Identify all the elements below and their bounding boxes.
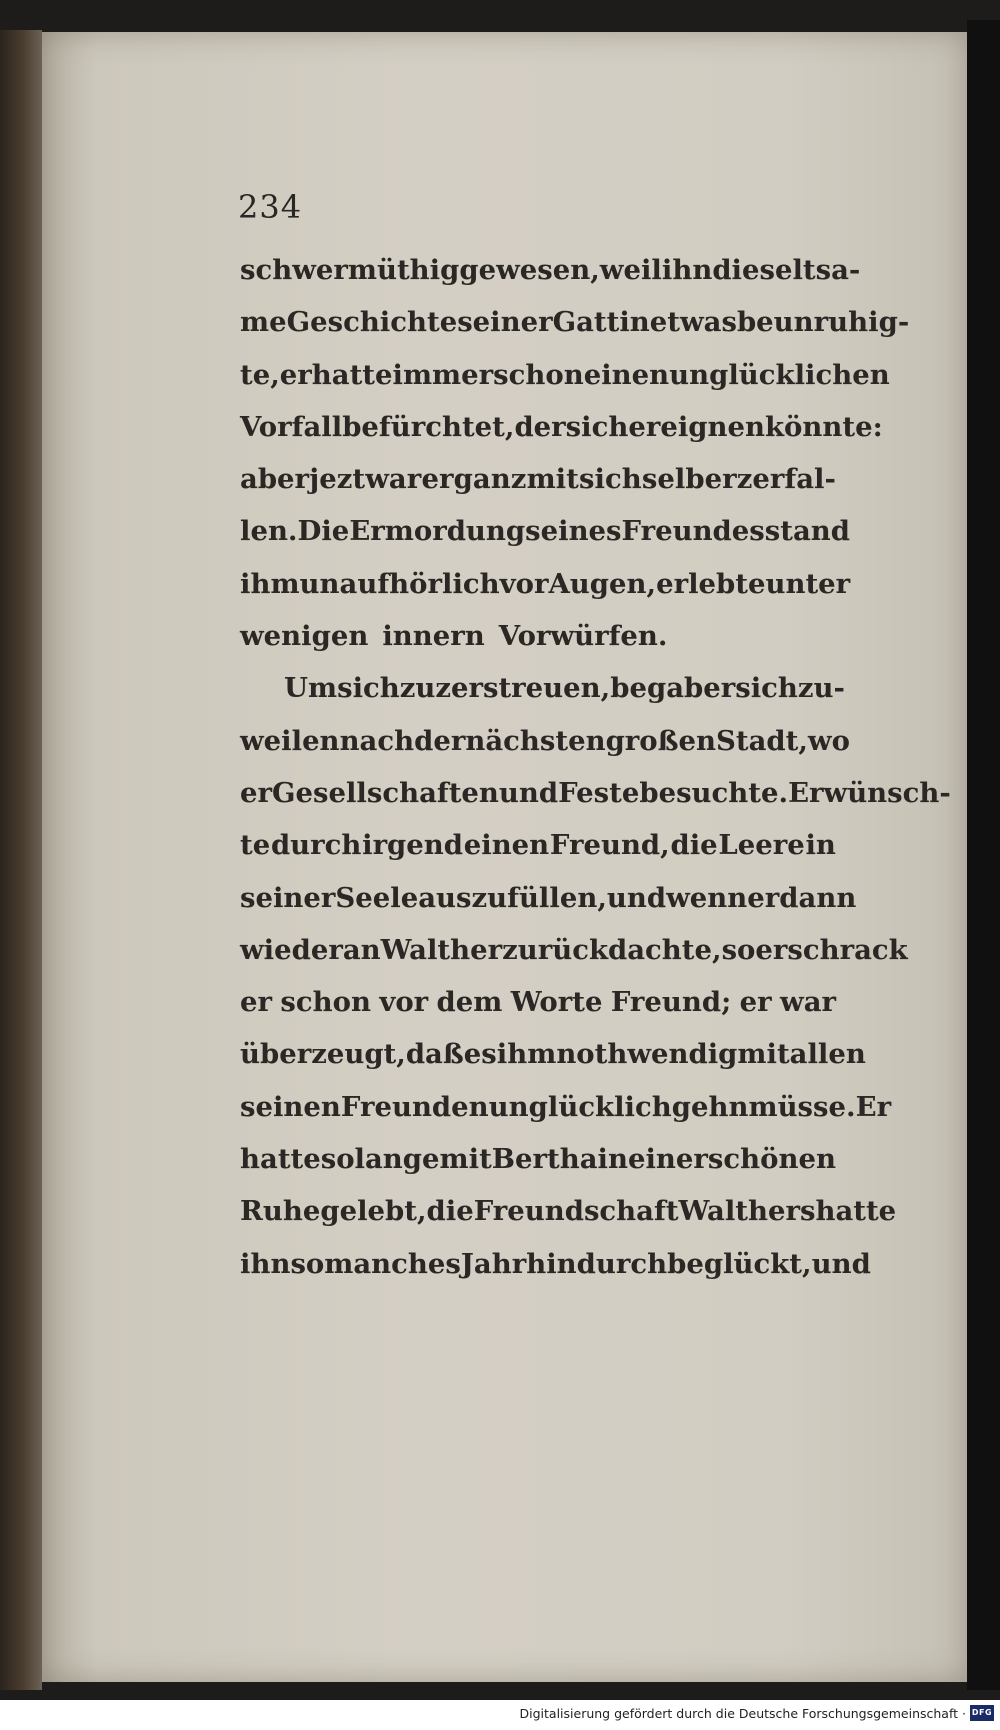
text-line [240, 662, 845, 714]
word: besuchte. [639, 776, 789, 809]
text-line [240, 767, 951, 819]
word: irgend [362, 829, 464, 862]
word: Freund, [549, 829, 670, 862]
word: ihn [240, 1247, 291, 1280]
word: nach [339, 724, 415, 757]
word: Um [284, 672, 338, 705]
text-line [240, 296, 910, 348]
word: wenigen [240, 620, 369, 653]
word: seinen [240, 1090, 341, 1123]
word: hatte [240, 1143, 321, 1176]
text-line [240, 1238, 871, 1290]
word: weilen [240, 724, 340, 757]
word: zerfal- [736, 463, 836, 496]
word: er [421, 463, 454, 496]
word: Feste [558, 776, 640, 809]
word: so [320, 1143, 355, 1176]
word: Freund; [610, 986, 732, 1019]
word: allen [789, 1038, 866, 1071]
word: der [514, 410, 566, 443]
text-line [240, 1133, 836, 1185]
word: unter [765, 567, 851, 600]
word: erschrack [755, 933, 908, 966]
word: Bertha [491, 1143, 598, 1176]
word: er [747, 881, 780, 914]
word: großen [605, 724, 717, 757]
word: er [240, 986, 272, 1019]
word: len. [240, 515, 298, 548]
word: ihm [240, 567, 300, 600]
word: Seele [335, 881, 419, 914]
word: zurückdachte, [502, 933, 722, 966]
word: mit [439, 1143, 492, 1176]
text-line [240, 558, 851, 610]
word: mit [526, 463, 579, 496]
page-number: 234 [238, 188, 303, 226]
word: durch [270, 829, 362, 862]
text-line [240, 453, 836, 505]
text-line [240, 1028, 866, 1080]
word: der [414, 724, 466, 757]
word: schon [493, 358, 584, 391]
word: einer [627, 1143, 708, 1176]
word: wieder [240, 933, 343, 966]
footer-credit: Digitalisierung gefördert durch die Deutsche Forschungsgemeinschaft · [519, 1706, 966, 1721]
word: ihm [496, 1038, 557, 1071]
word: etwas [649, 306, 737, 339]
word: Geschichte [286, 306, 458, 339]
page-edge-shadow [967, 20, 1000, 1690]
word: einen [583, 358, 670, 391]
word: hatte [815, 1195, 897, 1228]
word: schönen [707, 1143, 836, 1176]
word: Walther [380, 933, 503, 966]
word: war [780, 986, 836, 1019]
dfg-logo: DFG [970, 1705, 994, 1721]
word: Worte [510, 986, 603, 1019]
text-line [240, 872, 857, 924]
word: er [739, 986, 772, 1019]
word: lebte [688, 567, 766, 600]
word: an [342, 933, 381, 966]
word: vor [379, 986, 429, 1019]
word: und [811, 1247, 871, 1280]
word: Vorfall [240, 410, 343, 443]
word: dem [436, 986, 503, 1019]
word: könnte: [764, 410, 883, 443]
text-line [240, 401, 883, 453]
word: seines [525, 515, 622, 548]
word: beglückt, [667, 1247, 812, 1280]
word: hindurch [526, 1247, 668, 1280]
word: müsse. [748, 1090, 856, 1123]
word: zu [399, 672, 436, 705]
word: ganz [453, 463, 527, 496]
word: gehn [671, 1090, 749, 1123]
word: wenn [666, 881, 748, 914]
word: dann [779, 881, 857, 914]
word: Vorwürfen. [498, 620, 668, 653]
word: schon [280, 986, 371, 1019]
text-line [240, 819, 836, 871]
word: die [426, 1195, 474, 1228]
word: zerstreuen, [435, 672, 611, 705]
word: vor [499, 567, 549, 600]
word: und [498, 776, 559, 809]
word: zu- [797, 672, 845, 705]
word: so [290, 1247, 325, 1280]
word: beunruhig- [736, 306, 910, 339]
word: in [597, 1143, 628, 1176]
book-spine [0, 30, 42, 1690]
word: gewesen, [459, 254, 600, 286]
word: Freunden [340, 1090, 489, 1123]
word: sich [565, 410, 629, 443]
word: me [240, 306, 287, 339]
word: befürchtet, [342, 410, 515, 443]
word: begab [610, 672, 704, 705]
text-line [240, 244, 861, 296]
word: unglücklich [488, 1090, 672, 1123]
word: ereignen [628, 410, 765, 443]
word: seiner [240, 881, 336, 914]
word: immer [392, 358, 494, 391]
word: er [703, 672, 736, 705]
word: die [712, 254, 760, 286]
word: selber [641, 463, 737, 496]
word: Die [297, 515, 350, 548]
word: jezt [309, 463, 366, 496]
text-line [240, 1081, 892, 1133]
word: Gesellschaften [272, 776, 499, 809]
word: sich [735, 672, 798, 705]
word: Augen, [548, 567, 657, 600]
word: auszufüllen, [418, 881, 607, 914]
text-line [240, 1185, 897, 1237]
word: unglücklichen [669, 358, 890, 391]
word: die [670, 829, 718, 862]
word: aber [240, 463, 310, 496]
word: Stadt, [716, 724, 808, 757]
text-line [240, 924, 908, 976]
word: lange [354, 1143, 440, 1176]
word: daß [405, 1038, 464, 1071]
word: Jahr [460, 1247, 527, 1280]
word: nothwendig [556, 1038, 738, 1071]
word: schwermüthig [240, 254, 460, 286]
word: sich [337, 672, 400, 705]
word: te [240, 829, 271, 862]
word: unaufhörlich [299, 567, 500, 600]
word: war [365, 463, 422, 496]
word: wo [807, 724, 850, 757]
word: er [240, 776, 272, 809]
text-line [240, 349, 890, 401]
text-line [240, 715, 850, 767]
word: überzeugt, [240, 1038, 406, 1071]
word: seltsa- [759, 254, 861, 286]
word: er [279, 358, 312, 391]
text-line [240, 610, 836, 662]
word: weil [599, 254, 662, 286]
word: Ruhe [240, 1195, 321, 1228]
word: te, [240, 358, 280, 391]
word: hatte [311, 358, 393, 391]
word: manches [324, 1247, 461, 1280]
word: sich [579, 463, 642, 496]
word: stand [764, 515, 851, 548]
word: Walthers [678, 1195, 816, 1228]
word: nächsten [465, 724, 606, 757]
word: einen [463, 829, 550, 862]
word: seiner [457, 306, 553, 339]
word: so [721, 933, 756, 966]
word: und [606, 881, 667, 914]
word: es [463, 1038, 497, 1071]
word: Leere [718, 829, 805, 862]
word: er [656, 567, 689, 600]
text-line [240, 505, 851, 557]
body-text [240, 244, 951, 1290]
word: ihn [661, 254, 713, 286]
word: Freundes [621, 515, 765, 548]
word: Ermordung [349, 515, 526, 548]
word: Gattin [552, 306, 650, 339]
text-line [240, 976, 836, 1028]
word: Er [788, 776, 824, 809]
word: gelebt, [320, 1195, 427, 1228]
word: innern [382, 620, 485, 653]
word: wünsch- [823, 776, 951, 809]
word: Er [855, 1090, 892, 1123]
word: in [805, 829, 836, 862]
word: mit [737, 1038, 790, 1071]
word: Freundschaft [473, 1195, 679, 1228]
